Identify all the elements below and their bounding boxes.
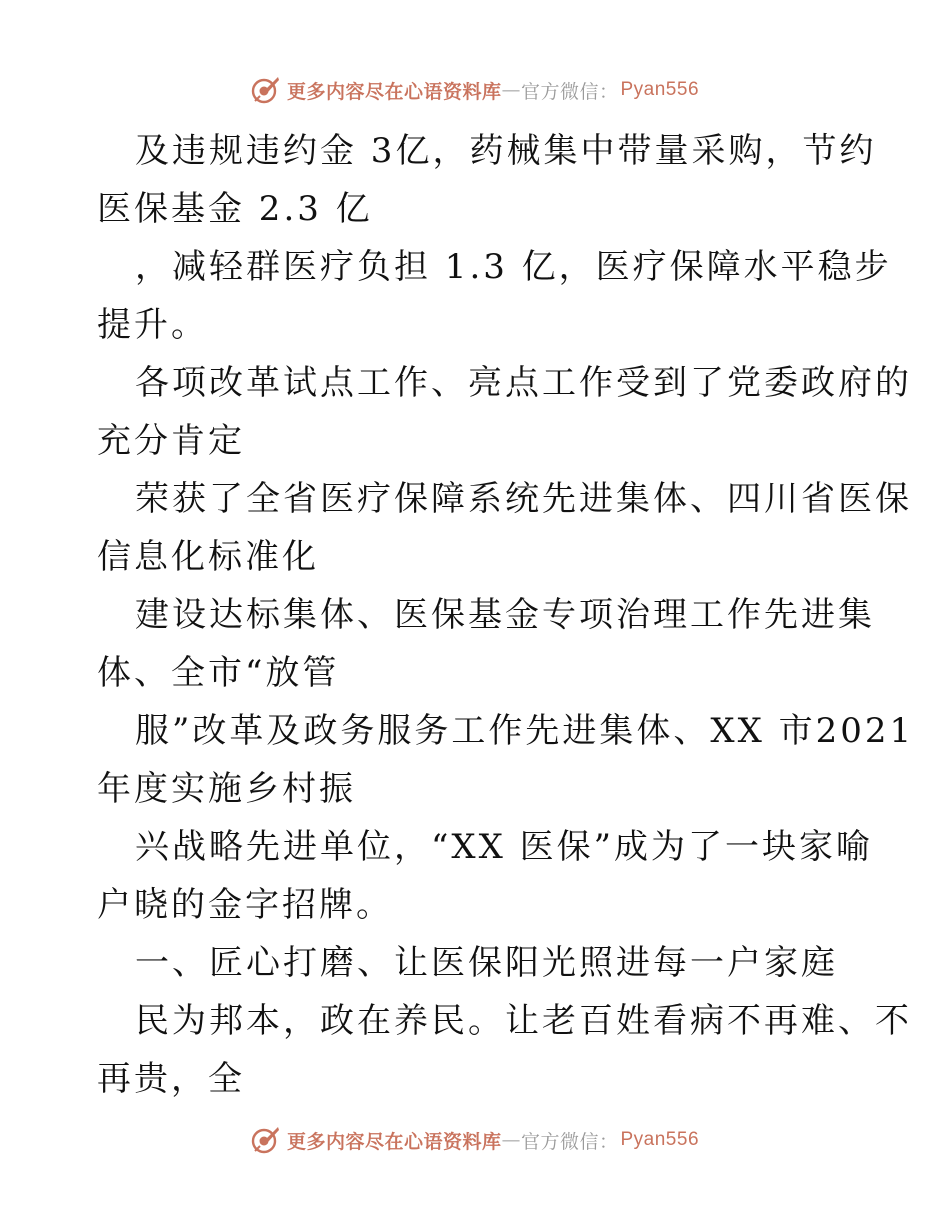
text-line: 年度实施乡村振 [97,769,356,809]
footer-banner [0,1120,950,1160]
text-line: 户晓的金字招牌。 [97,885,393,925]
footer-brand: 更多内容尽在心语资料库 [286,1130,502,1153]
text-line: ，减轻群医疗负担 1.3 亿，医疗保障水平稳步 [135,247,892,287]
text-line: 及违规违约金 3亿，药械集中带量采购，节约 [135,131,877,171]
header-banner [0,70,950,110]
text-line: 信息化标准化 [97,537,319,577]
text-line: 各项改革试点工作、亮点工作受到了党委政府的 [135,363,912,403]
text-line: 荣获了全省医疗保障系统先进集体、四川省医保 [135,479,912,519]
quill-pen-icon [251,75,281,105]
text-line: 服”改革及政务服务工作先进集体、XX 市2021 [135,711,915,751]
header-brand: 更多内容尽在心语资料库 [286,80,502,103]
footer-text [287,1127,699,1154]
header-wechat-id: Pyan556 [620,79,700,100]
text-line: 提升。 [97,305,208,345]
header-separator: — [501,79,521,101]
quill-pen-icon [251,1125,281,1155]
text-line: 民为邦本，政在养民。让老百姓看病不再难、不 [135,1001,912,1041]
header-text [287,77,699,104]
footer-separator: — [501,1129,521,1151]
text-line: 再贵，全 [97,1059,245,1099]
text-line: 充分肯定 [97,421,245,461]
header-wechat-label: 官方微信： [520,80,619,103]
document-body [97,122,915,1108]
footer-wechat-label: 官方微信： [520,1130,619,1153]
text-line: 医保基金 2.3 亿 [97,189,373,229]
section-heading: 一、匠心打磨、让医保阳光照进每一户家庭 [135,943,838,983]
text-line: 体、全市“放管 [97,653,340,693]
footer-wechat-id: Pyan556 [620,1129,700,1150]
text-line: 建设达标集体、医保基金专项治理工作先进集 [135,595,875,635]
text-line: 兴战略先进单位，“XX 医保”成为了一块家喻 [135,827,873,867]
